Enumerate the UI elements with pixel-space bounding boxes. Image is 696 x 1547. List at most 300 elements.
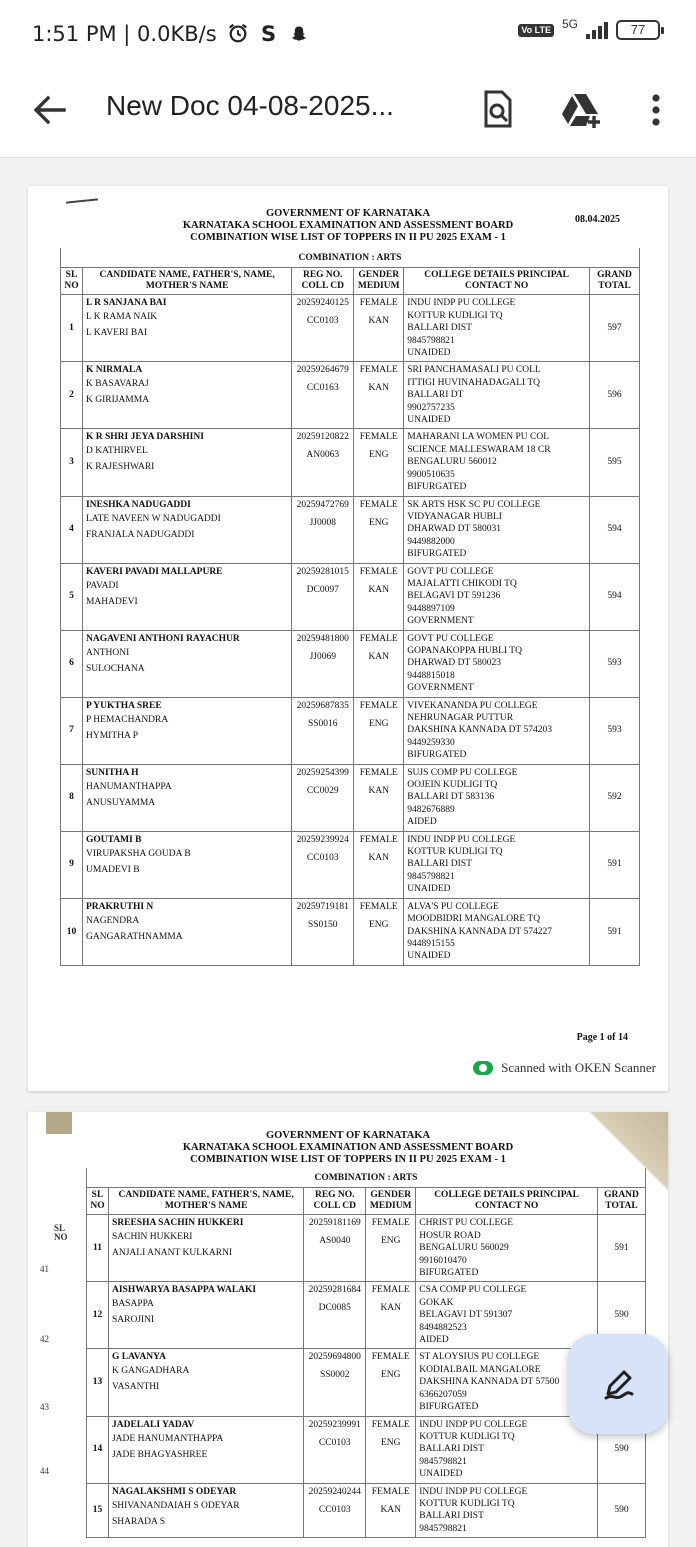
reg-cell <box>292 362 354 429</box>
medium: ENG <box>380 1236 401 1247</box>
grand-total: 594 <box>590 563 640 630</box>
reg-number: 20259281015 <box>296 566 349 577</box>
candidate-cell <box>108 1215 303 1282</box>
college-cell <box>404 362 590 429</box>
mother-name: HYMITHA P <box>85 730 138 741</box>
app-bar <box>0 68 696 158</box>
s-app-icon <box>260 22 278 44</box>
college-line: ALVA'S PU COLLEGE <box>407 901 499 912</box>
college-line: 9902757235 <box>407 402 455 413</box>
svg-text:S: S <box>261 22 277 44</box>
college-cell <box>404 764 590 831</box>
strip-row: 41 <box>40 1264 49 1274</box>
grand-total: 593 <box>590 697 640 764</box>
college-cell <box>404 429 590 496</box>
medium: KAN <box>368 785 390 796</box>
grand-total: 590 <box>597 1416 645 1483</box>
status-bar <box>0 0 696 68</box>
more-options-button[interactable] <box>636 88 676 132</box>
college-line: MOODBIDRI MANGALORE TQ <box>407 914 541 925</box>
father-name: NAGENDRA <box>85 915 140 926</box>
header-line-2: KARNATAKA SCHOOL EXAMINATION AND ASSESSMENT BOARD <box>182 220 514 231</box>
grand-total: 591 <box>590 831 640 898</box>
volte-icon: Vo LTE <box>518 24 554 37</box>
medium: ENG <box>368 919 389 930</box>
medium: ENG <box>368 517 389 528</box>
medium: KAN <box>380 1504 402 1515</box>
medium: KAN <box>368 852 390 863</box>
gender: FEMALE <box>359 767 398 778</box>
mother-name: ANUSUYAMMA <box>85 797 156 808</box>
college-line: 9448897109 <box>407 603 455 614</box>
college-code: CC0103 <box>306 316 339 327</box>
mother-name: UMADEVI B <box>85 864 140 875</box>
father-name: HANUMANTHAPPA <box>85 781 172 792</box>
college-cell <box>416 1282 598 1349</box>
college-line: BELAGAVI DT 591236 <box>407 591 501 602</box>
gender-cell <box>354 630 404 697</box>
table-row <box>87 1282 646 1349</box>
row-sl: 12 <box>87 1282 109 1349</box>
table-row <box>61 898 640 965</box>
gender-cell <box>354 295 404 362</box>
table-header-row <box>61 268 640 295</box>
college-line: KODIALBAIL MANGALORE <box>419 1364 541 1375</box>
college-line: BALLARI DIST <box>419 1511 484 1522</box>
college-line: BENGALURU 560012 <box>407 457 497 468</box>
candidate-name: INESHKA NADUGADDI <box>85 499 191 510</box>
col-total: GRAND TOTAL <box>597 1188 645 1215</box>
strip-row: 43 <box>40 1402 49 1412</box>
college-line: SK ARTS HSK SC PU COLLEGE <box>407 499 541 510</box>
col-candidate: CANDIDATE NAME, FATHER'S, NAME, MOTHER'S NAME <box>108 1188 303 1215</box>
medium: KAN <box>368 584 390 595</box>
grand-total: 596 <box>590 362 640 429</box>
father-name: JADE HANUMANTHAPPA <box>111 1433 224 1444</box>
col-college: COLLEGE DETAILS PRINCIPAL CONTACT NO <box>416 1188 598 1215</box>
toppers-table <box>60 248 640 966</box>
mother-name: SULOCHANA <box>85 663 145 674</box>
drive-add-icon <box>560 88 604 132</box>
table-row <box>87 1483 646 1538</box>
college-line: DHARWAD DT 580031 <box>407 524 502 535</box>
col-candidate: CANDIDATE NAME, FATHER'S, NAME, MOTHER'S NAME <box>82 268 291 295</box>
college-line: MAHARANI LA WOMEN PU COL <box>407 432 550 443</box>
gender-cell <box>366 1215 416 1282</box>
college-line: INDU INDP PU COLLEGE <box>407 834 516 845</box>
college-line: ST ALOYSIUS PU COLLEGE <box>419 1352 540 1363</box>
college-line: 9916010470 <box>419 1255 467 1266</box>
mother-name: VASANTHI <box>111 1382 160 1393</box>
college-line: INDU INDP PU COLLEGE <box>407 298 516 309</box>
candidate-name: GOUTAMI B <box>85 834 142 845</box>
college-code: DC0085 <box>318 1303 351 1314</box>
grand-total: 592 <box>590 764 640 831</box>
row-sl: 13 <box>87 1349 109 1416</box>
college-cell <box>416 1215 598 1282</box>
gender: FEMALE <box>371 1486 410 1497</box>
table-row <box>61 496 640 563</box>
medium: ENG <box>368 450 389 461</box>
medium: KAN <box>380 1303 402 1314</box>
college-line: BIFURGATED <box>407 549 467 560</box>
table-row <box>87 1349 646 1416</box>
reg-cell <box>304 1416 366 1483</box>
college-line: VIDYANAGAR HUBLI <box>407 511 502 522</box>
college-line: 8494882523 <box>419 1322 467 1333</box>
reg-number: 20259481800 <box>296 633 349 644</box>
reg-cell <box>292 563 354 630</box>
reg-number: 20259254399 <box>296 767 349 778</box>
table-row <box>61 563 640 630</box>
mother-name: K GIRIJAMMA <box>85 395 150 406</box>
college-line: 9845798821 <box>407 335 455 346</box>
reg-cell <box>292 630 354 697</box>
medium: ENG <box>368 718 389 729</box>
gender-cell <box>366 1349 416 1416</box>
college-line: GOVERNMENT <box>407 616 474 627</box>
candidate-name: K R SHRI JEYA DARSHINI <box>85 432 204 443</box>
college-line: SCIENCE MALLESWARAM 18 CR <box>407 444 551 455</box>
pen-mark <box>66 198 98 203</box>
gender: FEMALE <box>371 1285 410 1296</box>
medium: KAN <box>368 651 390 662</box>
college-cell <box>404 496 590 563</box>
college-line: UNAIDED <box>419 1469 463 1480</box>
college-cell <box>404 831 590 898</box>
college-line: KOTTUR KUDLIGI TQ <box>419 1431 515 1442</box>
table-row <box>61 295 640 362</box>
father-name: LATE NAVEEN W NADUGADDI <box>85 513 221 524</box>
reg-cell <box>304 1215 366 1282</box>
row-sl: 8 <box>61 764 83 831</box>
college-line: 9449882000 <box>407 536 455 547</box>
college-line: MAJALATTI CHIKODI TQ <box>407 578 517 589</box>
college-line: DAKSHINA KANNADA DT 574227 <box>407 926 552 937</box>
mother-name: JADE BHAGYASHREE <box>111 1449 208 1460</box>
col-gender: GENDER MEDIUM <box>366 1188 416 1215</box>
medium: ENG <box>380 1437 401 1448</box>
gender: FEMALE <box>371 1218 410 1229</box>
header-line-3: COMBINATION WISE LIST OF TOPPERS IN II PU 2025 EXAM - 1 <box>190 1154 506 1165</box>
reg-cell <box>304 1483 366 1538</box>
reg-number: 20259239991 <box>308 1419 361 1430</box>
save-to-drive-button[interactable] <box>560 88 600 132</box>
college-line: GOVT PU COLLEGE <box>407 633 494 644</box>
table-row <box>61 764 640 831</box>
reg-number: 20259694800 <box>308 1352 361 1363</box>
candidate-cell <box>108 1349 303 1416</box>
father-name: L K RAMA NAIK <box>85 312 158 323</box>
mother-name: MAHADEVI <box>85 596 138 607</box>
mother-name: FRANJALA NADUGADDI <box>85 529 195 540</box>
college-line: 9449259330 <box>407 737 455 748</box>
status-time <box>32 22 309 46</box>
college-line: KOTTUR KUDLIGI TQ <box>407 310 503 321</box>
reg-cell <box>292 295 354 362</box>
col-reg: REG NO. COLL CD <box>304 1188 366 1215</box>
college-code: SS0002 <box>319 1370 350 1381</box>
row-sl: 14 <box>87 1416 109 1483</box>
college-line: GOPANAKOPPA HUBLI TQ <box>407 645 522 656</box>
signal-icon <box>586 21 608 39</box>
college-line: 9482676889 <box>407 804 455 815</box>
college-line: BALLARI DIST <box>407 859 472 870</box>
scanner-text: Scanned with OKEN Scanner <box>501 1060 656 1075</box>
college-line: OOJEIN KUDLIGI TQ <box>407 780 498 791</box>
candidate-cell <box>108 1483 303 1538</box>
reg-cell <box>292 496 354 563</box>
snapchat-icon <box>289 24 309 44</box>
document-page-2 <box>28 1112 668 1547</box>
mother-name: GANGARATHNAMMA <box>85 931 183 942</box>
header-line-1: GOVERNMENT OF KARNATAKA <box>265 208 431 219</box>
college-cell <box>404 563 590 630</box>
college-line: UNAIDED <box>407 884 451 895</box>
grand-total: 594 <box>590 496 640 563</box>
mother-name: K RAJESHWARI <box>85 462 155 473</box>
reg-number: 20259120822 <box>296 432 349 443</box>
table-row <box>61 697 640 764</box>
college-code: AN0063 <box>306 450 340 461</box>
row-sl: 1 <box>61 295 83 362</box>
medium: ENG <box>380 1370 401 1381</box>
reg-number: 20259719181 <box>296 901 349 912</box>
grand-total: 595 <box>590 429 640 496</box>
father-name: SHIVANANDAIAH S ODEYAR <box>111 1500 240 1511</box>
college-line: 9900510635 <box>407 469 455 480</box>
table-row <box>61 831 640 898</box>
candidate-name: NAGALAKSHMI S ODEYAR <box>111 1486 237 1497</box>
college-line: KOTTUR KUDLIGI TQ <box>407 847 503 858</box>
college-line: INDU INDP PU COLLEGE <box>419 1419 528 1430</box>
college-line: NEHRUNAGAR PUTTUR <box>407 713 514 723</box>
reg-number: 20259281684 <box>308 1285 361 1296</box>
col-sl: SL NO <box>87 1188 109 1215</box>
candidate-name: P YUKTHA SREE <box>85 700 162 711</box>
college-line: BIFURGATED <box>419 1402 479 1413</box>
reg-cell <box>292 764 354 831</box>
college-line: INDU INDP PU COLLEGE <box>419 1486 528 1497</box>
reg-number: 20259472769 <box>296 499 349 510</box>
network-type: 5G <box>561 17 578 31</box>
reg-number: 20259239924 <box>296 834 349 845</box>
college-line: BIFURGATED <box>407 750 467 761</box>
college-cell <box>404 697 590 764</box>
candidate-cell <box>82 563 291 630</box>
college-line: UNAIDED <box>407 415 451 426</box>
gender: FEMALE <box>371 1352 410 1363</box>
google-lens-icon <box>478 88 518 132</box>
gender-cell <box>354 898 404 965</box>
candidate-cell <box>82 831 291 898</box>
college-cell <box>416 1483 598 1538</box>
candidate-cell <box>108 1282 303 1349</box>
college-line: DHARWAD DT 580023 <box>407 658 502 669</box>
college-line: VIVEKANANDA PU COLLEGE <box>407 700 538 711</box>
grand-total: 593 <box>590 630 640 697</box>
college-line: HOSUR ROAD <box>419 1230 481 1241</box>
combination-label: COMBINATION : ARTS <box>87 1168 646 1188</box>
row-sl: 2 <box>61 362 83 429</box>
grand-total: 590 <box>597 1483 645 1538</box>
row-sl: 3 <box>61 429 83 496</box>
college-line: BALLARI DT 583136 <box>407 792 495 803</box>
header-line-1: GOVERNMENT OF KARNATAKA <box>265 1130 431 1141</box>
college-line: GOVERNMENT <box>407 683 474 694</box>
col-sl: SL NO <box>61 268 83 295</box>
row-sl: 6 <box>61 630 83 697</box>
document-page-1 <box>28 186 668 1091</box>
toppers-table <box>86 1168 646 1538</box>
gender: FEMALE <box>359 633 398 644</box>
candidate-name: SUNITHA H <box>85 767 139 778</box>
mother-name: ANJALI ANANT KULKARNI <box>111 1248 233 1259</box>
college-code: SS0016 <box>307 718 338 729</box>
candidate-cell <box>82 898 291 965</box>
document-title: New Doc 04-08-2025... <box>106 90 394 121</box>
status-indicators <box>518 17 660 40</box>
college-line: CSA COMP PU COLLEGE <box>419 1285 527 1296</box>
candidate-cell <box>82 496 291 563</box>
candidate-name: SREESHA SACHIN HUKKERI <box>111 1218 244 1229</box>
gender: FEMALE <box>359 499 398 510</box>
college-line: GOKAK <box>419 1297 454 1308</box>
candidate-cell <box>82 764 291 831</box>
candidate-name: K NIRMALA <box>85 365 143 376</box>
college-line: BALLARI DIST <box>419 1444 484 1455</box>
college-code: CC0103 <box>318 1504 351 1515</box>
table-row <box>61 429 640 496</box>
table-row <box>87 1416 646 1483</box>
gender-cell <box>366 1483 416 1538</box>
mother-name: SHARADA S <box>111 1516 166 1527</box>
row-sl: 10 <box>61 898 83 965</box>
edit-pen-icon <box>598 1364 638 1404</box>
reg-cell <box>292 697 354 764</box>
college-line: 9845798821 <box>419 1523 467 1534</box>
father-name: SACHIN HUKKERI <box>111 1232 193 1243</box>
college-code: DC0097 <box>306 584 339 595</box>
candidate-cell <box>108 1416 303 1483</box>
father-name: PAVADI <box>85 580 119 591</box>
strip-header: SL NO <box>54 1223 68 1242</box>
underlying-page-strip <box>28 1202 84 1547</box>
college-cell <box>404 295 590 362</box>
candidate-cell <box>82 362 291 429</box>
reg-number: 20259264679 <box>296 365 349 376</box>
reg-number: 20259181169 <box>308 1218 361 1229</box>
college-line: BIFURGATED <box>407 482 467 493</box>
candidate-name: NAGAVENI ANTHONI RAYACHUR <box>85 633 240 644</box>
college-line: AIDED <box>419 1335 449 1346</box>
col-college: COLLEGE DETAILS PRINCIPAL CONTACT NO <box>404 268 590 295</box>
college-line: CHRIST PU COLLEGE <box>419 1218 514 1229</box>
reg-cell <box>304 1349 366 1416</box>
father-name: K GANGADHARA <box>111 1366 190 1377</box>
table-row <box>87 1215 646 1282</box>
college-line: SUJS COMP PU COLLEGE <box>407 767 518 778</box>
grand-total: 591 <box>590 898 640 965</box>
father-name: P HEMACHANDRA <box>85 714 169 725</box>
gender-cell <box>354 429 404 496</box>
college-code: CC0163 <box>306 383 339 394</box>
college-line: AIDED <box>407 817 437 828</box>
college-line: BALLARI DIST <box>407 323 472 334</box>
candidate-cell <box>82 697 291 764</box>
college-line: BENGALURU 560029 <box>419 1243 509 1254</box>
college-line: 9845798821 <box>419 1456 467 1467</box>
scanner-watermark <box>473 1060 656 1076</box>
college-line: UNAIDED <box>407 348 451 359</box>
arrow-left-icon <box>30 90 70 130</box>
college-code: JJ0069 <box>309 651 336 662</box>
gender-cell <box>354 563 404 630</box>
college-line: 9845798821 <box>407 871 455 882</box>
gender: FEMALE <box>359 432 398 443</box>
gender: FEMALE <box>359 901 398 912</box>
gender: FEMALE <box>359 834 398 845</box>
college-code: CC0103 <box>306 852 339 863</box>
col-reg: REG NO. COLL CD <box>292 268 354 295</box>
college-line: BIFURGATED <box>419 1268 479 1279</box>
father-name: BASAPPA <box>111 1299 154 1310</box>
header-line-2: KARNATAKA SCHOOL EXAMINATION AND ASSESSMENT BOARD <box>182 1142 514 1153</box>
gender: FEMALE <box>359 298 398 309</box>
reg-number: 20259687835 <box>296 700 349 711</box>
candidate-name: JADELALI YADAV <box>111 1419 195 1430</box>
candidate-cell <box>82 429 291 496</box>
grand-total: 590 <box>597 1282 645 1349</box>
table-header-row <box>87 1188 646 1215</box>
medium: KAN <box>368 383 390 394</box>
lens-button[interactable] <box>478 88 518 132</box>
scanner-logo-icon <box>473 1061 493 1075</box>
candidate-name: PRAKRUTHI N <box>85 901 154 912</box>
battery-icon: 77 <box>616 20 660 40</box>
edit-fab-button[interactable] <box>568 1334 668 1434</box>
reg-cell <box>292 898 354 965</box>
strip-row: 44 <box>40 1466 49 1476</box>
mother-name: SAROJINI <box>111 1315 155 1326</box>
row-sl: 4 <box>61 496 83 563</box>
college-line: ITTIGI HUVINAHADAGALI TQ <box>407 377 541 388</box>
college-line: BALLARI DT <box>407 390 464 401</box>
college-line: DAKSHINA KANNADA DT 57500 <box>419 1377 560 1388</box>
row-sl: 5 <box>61 563 83 630</box>
gender-cell <box>354 764 404 831</box>
table-row <box>61 630 640 697</box>
mother-name: L KAVERI BAI <box>85 328 148 339</box>
college-cell <box>404 630 590 697</box>
grand-total: 591 <box>597 1215 645 1282</box>
reg-number: 20259240244 <box>308 1486 361 1497</box>
college-line: BELAGAVI DT 591307 <box>419 1310 513 1321</box>
father-name: VIRUPAKSHA GOUDA B <box>85 848 191 859</box>
college-line: UNAIDED <box>407 951 451 962</box>
reg-cell <box>292 429 354 496</box>
back-button[interactable] <box>30 90 70 130</box>
gender: FEMALE <box>359 700 398 711</box>
gender: FEMALE <box>359 365 398 376</box>
candidate-cell <box>82 295 291 362</box>
college-code: JJ0008 <box>309 517 336 528</box>
gender: FEMALE <box>371 1419 410 1430</box>
reg-number: 20259240125 <box>296 298 349 309</box>
combination-label: COMBINATION : ARTS <box>61 248 640 268</box>
candidate-name: KAVERI PAVADI MALLAPURE <box>85 566 223 577</box>
candidate-name: G LAVANYA <box>111 1352 166 1363</box>
